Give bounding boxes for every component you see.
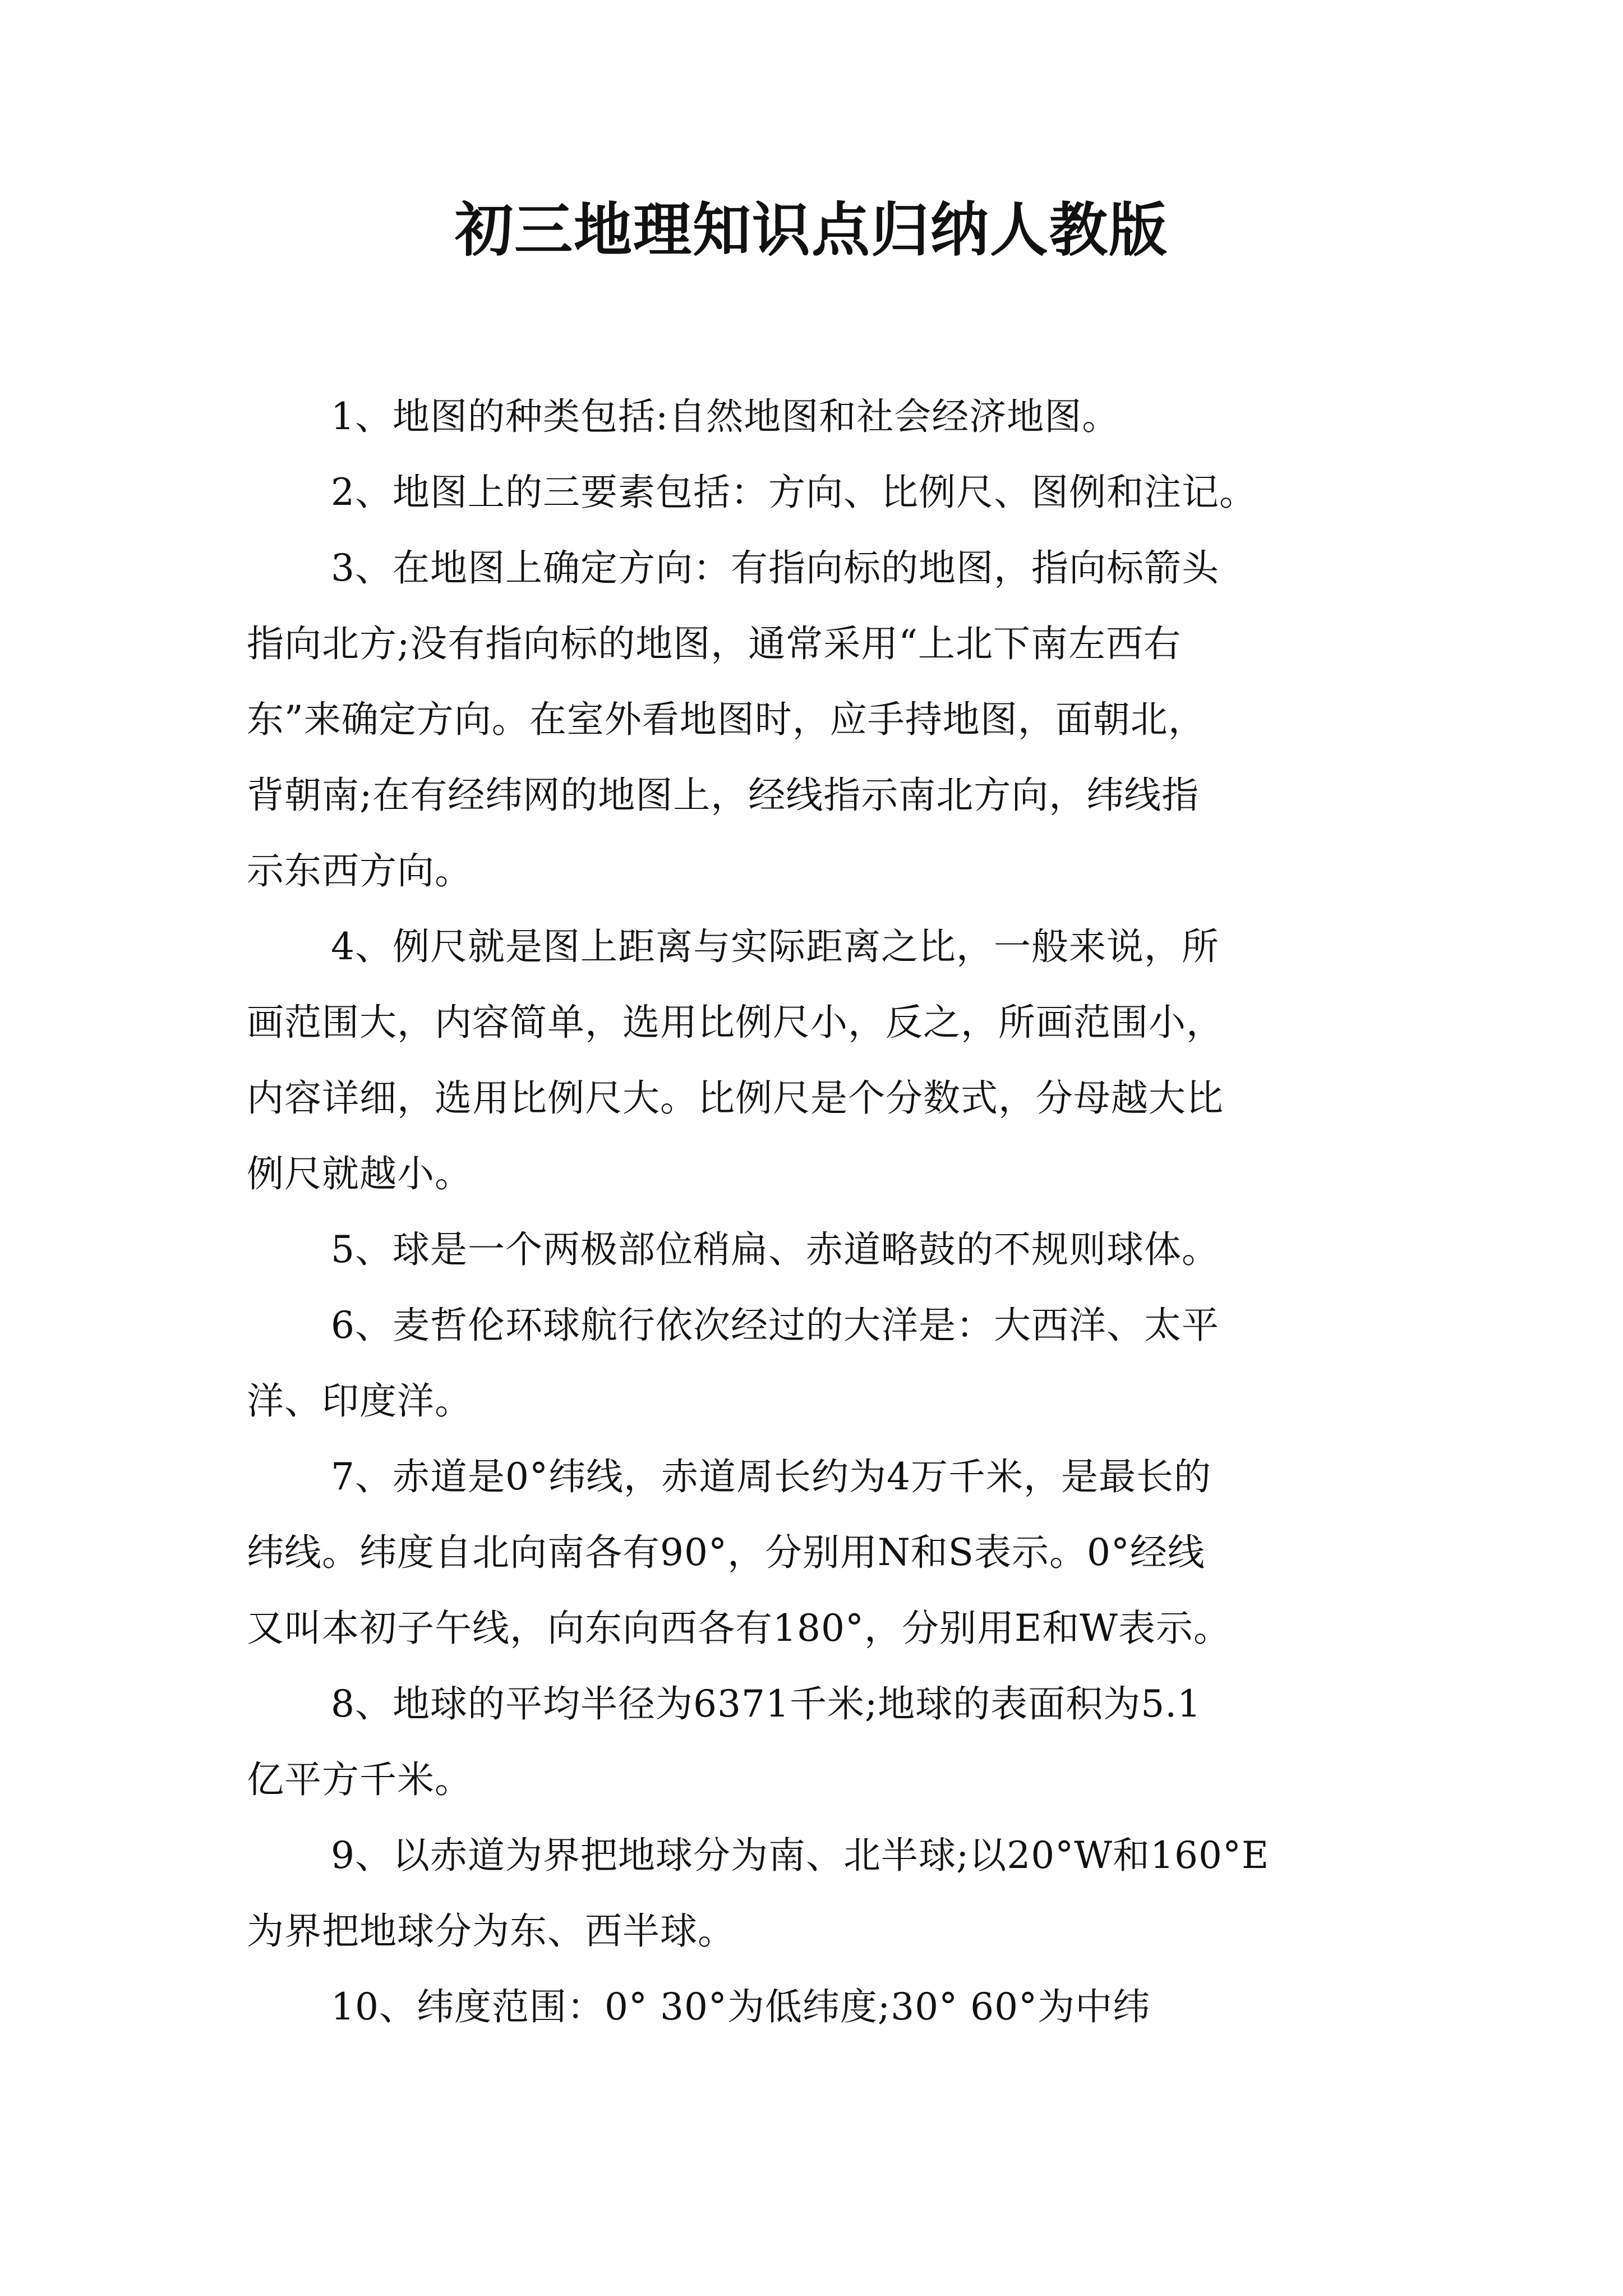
paragraph-line: 内容详细，选用比例尺大。比例尺是个分数式，分母越大比 (247, 1076, 1224, 1120)
paragraph-5 (247, 1212, 1424, 1287)
paragraph-line: 又叫本初子午线，向东向西各有180°，分别用E和W表示。 (247, 1607, 1231, 1650)
paragraph-8 (247, 1666, 1424, 1818)
paragraph-line: 3、在地图上确定方向：有指向标的地图，指向标箭头 (331, 546, 1219, 590)
paragraph-line: 示东西方向。 (247, 849, 472, 892)
paragraph-line: 2、地图上的三要素包括：方向、比例尺、图例和注记。 (331, 471, 1257, 514)
paragraph-line: 例尺就越小。 (247, 1152, 472, 1195)
paragraph-line: 指向北方;没有指向标的地图，通常采用“上北下南左西右 (247, 622, 1181, 665)
paragraph-2 (247, 454, 1424, 530)
paragraph-line: 9、以赤道为界把地球分为南、北半球;以20°W和160°E (331, 1834, 1270, 1877)
paragraph-line: 洋、印度洋。 (247, 1379, 472, 1423)
paragraph-line: 背朝南;在有经纬网的地图上，经线指示南北方向，纬线指 (247, 774, 1200, 817)
paragraph-10 (247, 1969, 1424, 2045)
paragraph-line: 为界把地球分为东、西半球。 (247, 1910, 735, 1953)
paragraph-3 (247, 530, 1424, 909)
paragraph-1 (247, 379, 1424, 454)
paragraph-line: 亿平方千米。 (247, 1758, 472, 1801)
paragraph-4 (247, 909, 1424, 1212)
paragraph-7 (247, 1439, 1424, 1666)
paragraph-line: 10、纬度范围：0° 30°为低纬度;30° 60°为中纬 (331, 1985, 1151, 2028)
paragraph-line: 4、例尺就是图上距离与实际距离之比，一般来说，所 (331, 925, 1219, 968)
paragraph-line: 5、球是一个两极部位稍扁、赤道略鼓的不规则球体。 (331, 1228, 1219, 1271)
paragraph-line: 画范围大，内容简单，选用比例尺小，反之，所画范围小， (247, 1001, 1224, 1044)
paragraph-line: 8、地球的平均半径为6371千米;地球的表面积为5.1 (331, 1682, 1202, 1726)
paragraph-6 (247, 1287, 1424, 1439)
paragraph-line: 6、麦哲伦环球航行依次经过的大洋是：大西洋、太平 (331, 1304, 1219, 1347)
document-title: 初三地理知识点归纳人教版 (454, 195, 1168, 264)
paragraph-line: 1、地图的种类包括:自然地图和社会经济地图。 (331, 395, 1120, 438)
paragraph-line: 东”来确定方向。在室外看地图时，应手持地图，面朝北， (247, 698, 1206, 741)
paragraph-line: 7、赤道是0°纬线，赤道周长约为4万千米，是最长的 (331, 1455, 1211, 1498)
paragraph-9 (247, 1818, 1424, 1969)
paragraph-line: 纬线。纬度自北向南各有90°，分别用N和S表示。0°经线 (247, 1531, 1205, 1574)
